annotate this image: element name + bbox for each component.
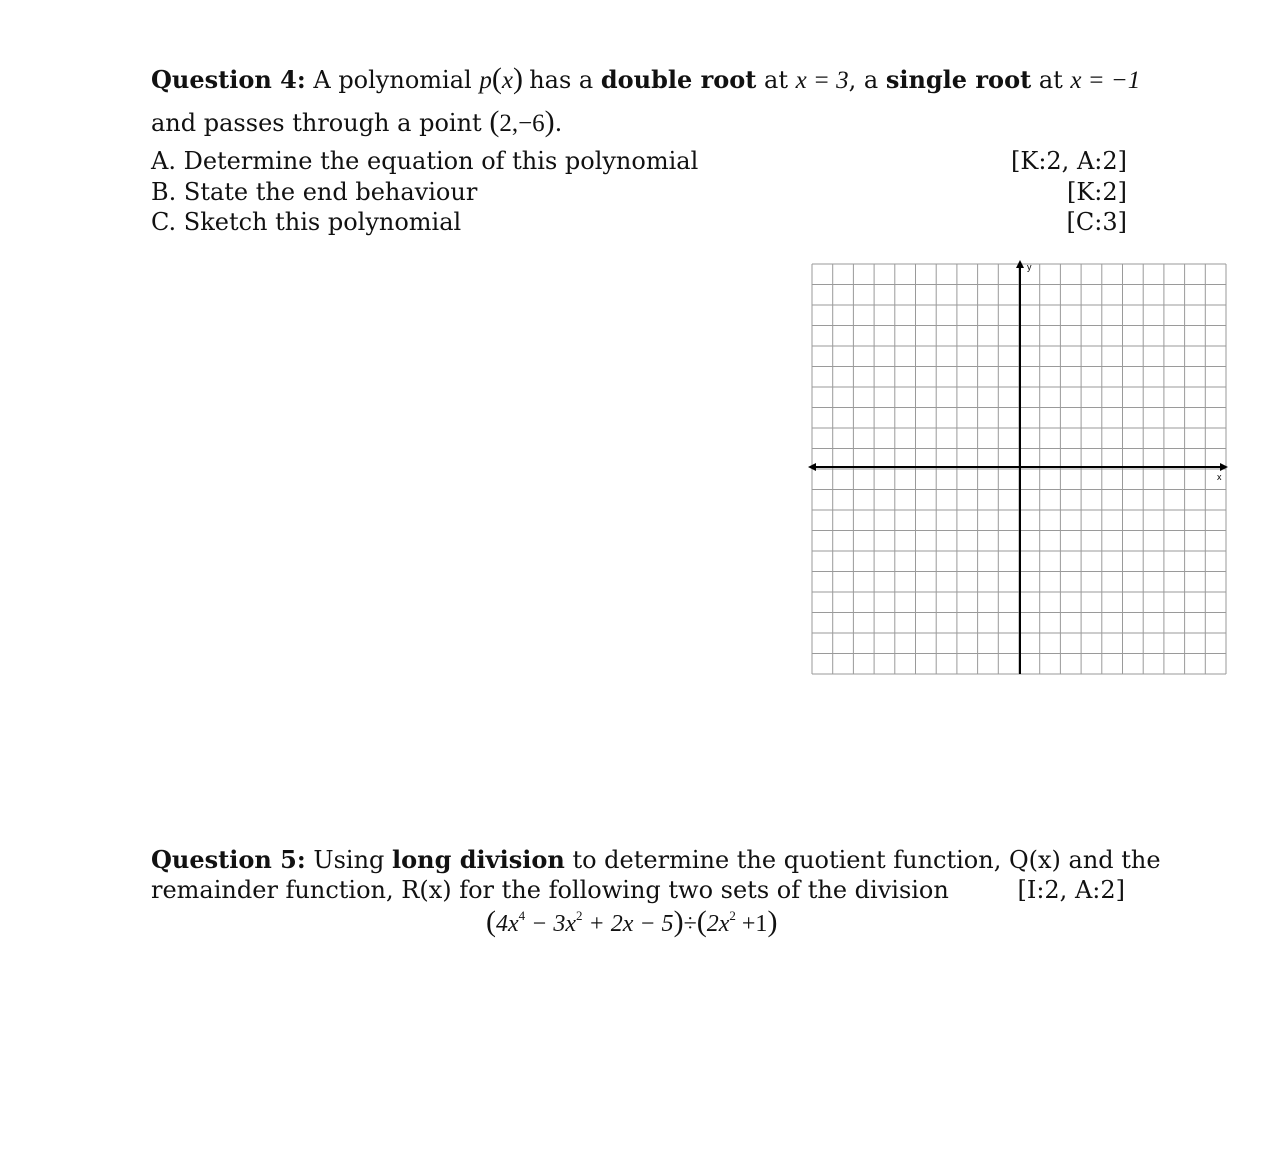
q4-function: p(x) [479, 62, 523, 95]
q4-line2-text: and passes through a point [151, 109, 482, 137]
q4-part-c: C. Sketch this polynomial [151, 208, 462, 236]
q4-function-name: p [479, 67, 492, 94]
q4-comma-a: , a [848, 66, 879, 94]
q5-dividend-exp-1: 4 [518, 908, 526, 923]
q5-dividend-term-1: 4x [496, 911, 519, 937]
q4-at2: at [1038, 66, 1063, 94]
q4-function-var: x [501, 67, 513, 94]
q5-dividend-term-2: − 3x [525, 911, 577, 937]
q5-divisor-term-2: +1 [735, 911, 768, 937]
q4-part-b-marks: [K:2] [1066, 178, 1127, 206]
q5-divisor-exp: 2 [729, 908, 736, 923]
q5-long-division: long division [392, 845, 565, 874]
q4-double-root: double root [600, 65, 757, 94]
q5-dividend-exp-2: 2 [576, 908, 583, 923]
x-axis-right-arrow-icon [1220, 463, 1228, 471]
q4-has-a: has a [529, 66, 594, 94]
q4-point: (2,−6) [489, 105, 555, 138]
q5-line-2: remainder function, R(x) for the following two sets of the division [151, 876, 949, 904]
q4-part-b: B. State the end behaviour [151, 178, 478, 206]
q5-dividend-term-3: + 2x − 5 [582, 911, 674, 937]
q5-label: Question 5: [151, 845, 306, 874]
q5-t2: to determine the quotient function, Q(x) and the [572, 846, 1161, 874]
q4-part-c-marks: [C:3] [1066, 208, 1127, 236]
q5-expression: $(4x^4 - 3x^2 + 2x - 5)\div(2x^2 +1)$ [486, 905, 778, 938]
q4-label: Question 4: [151, 65, 306, 94]
q4-part-a: A. Determine the equation of this polynomial [151, 147, 699, 175]
x-axis-label: x [1217, 472, 1222, 482]
q5-divide-sign: ÷ [683, 911, 697, 937]
q4-eq1: x = 3 [795, 67, 849, 94]
q4-at: at [764, 66, 788, 94]
q5-marks: [I:2, A:2] [1017, 876, 1125, 904]
q4-line-2 [151, 107, 562, 139]
q5-t1: Using [313, 846, 385, 874]
blank-graph-grid[interactable] [808, 258, 1232, 678]
q4-line2-end: . [554, 109, 563, 137]
q4-eq2: x = −1 [1070, 67, 1141, 94]
q4-single-root: single root [885, 65, 1032, 94]
q4-part-a-marks: [K:2, A:2] [1011, 147, 1127, 175]
y-axis-label: y [1027, 262, 1032, 272]
q4-point-coords: 2,−6 [499, 110, 545, 137]
q4-intro: A polynomial [313, 66, 472, 94]
q5-divisor-term-1: 2x [706, 911, 730, 937]
q5-line-1 [151, 845, 1161, 875]
q4-line-1 [151, 64, 1140, 96]
